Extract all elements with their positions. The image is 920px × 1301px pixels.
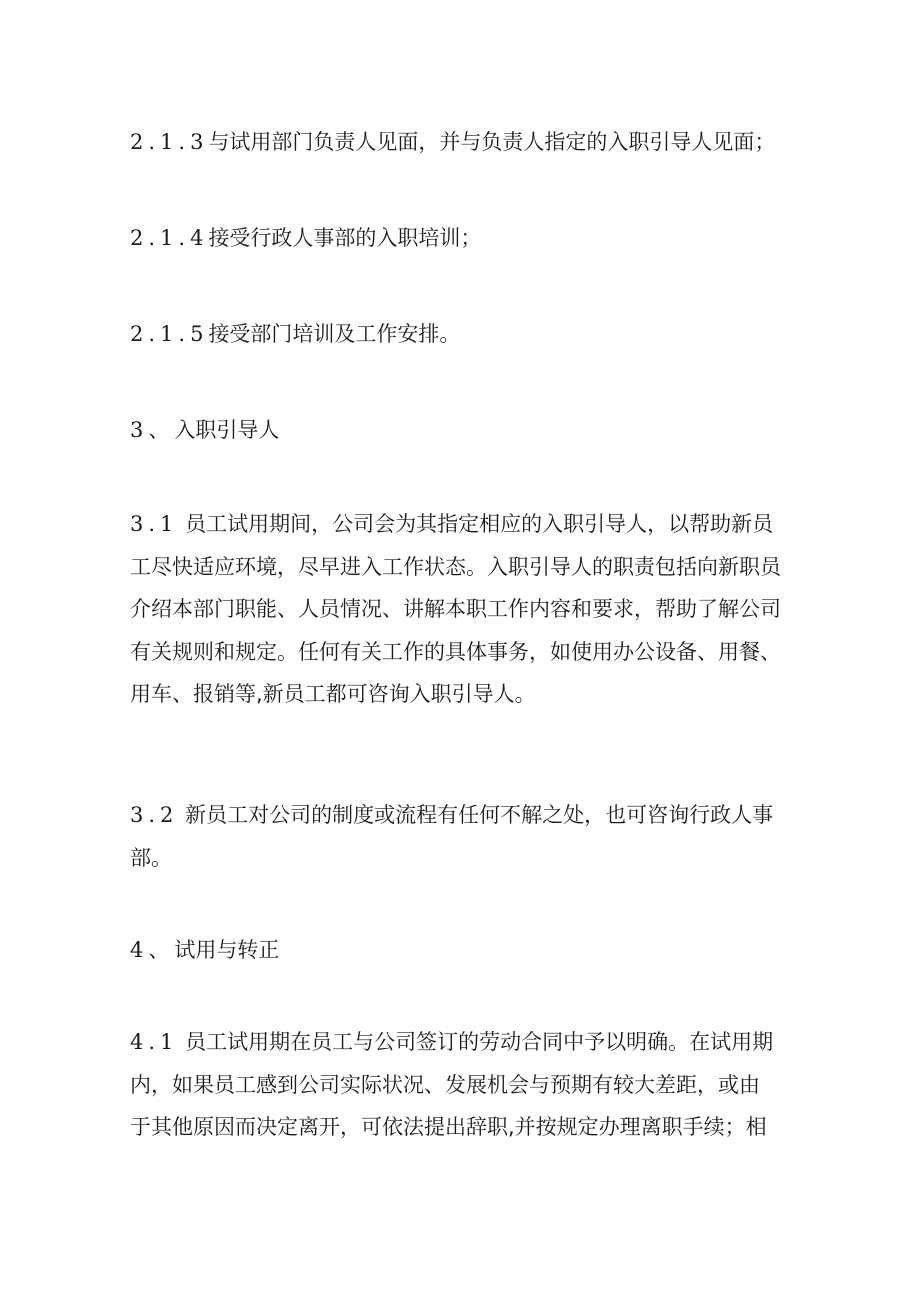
section-number: 3.2 (130, 803, 179, 827)
section-number: 2.1.5 (130, 322, 209, 346)
section-number: 2.1.4 (130, 226, 209, 250)
paragraph-text: 与试用部门负责人见面，并与负责人指定的入职引导人见面； (208, 130, 776, 154)
paragraph-text: 员工试用期间，公司会为其指定相应的入职引导人，以帮助新员 (178, 512, 774, 536)
text-line: 介绍本部门职能、人员情况、讲解本职工作内容和要求，帮助了解公司 (130, 597, 781, 622)
heading-text: 入职引导人 (174, 418, 280, 442)
section-heading-3 (130, 409, 810, 452)
section-number: 3.1 (130, 512, 179, 536)
paragraph-3-2 (130, 794, 810, 879)
text-line (130, 121, 810, 164)
text-line (130, 929, 810, 972)
paragraph-text: 接受部门培训及工作安排。 (208, 322, 461, 346)
paragraph-2-1-4 (130, 217, 810, 260)
text-line (130, 217, 810, 260)
section-number: 4、 (130, 938, 175, 962)
text-line: 内，如果员工感到公司实际状况、发展机会与预期有较大差距，或由 (130, 1072, 760, 1097)
text-line (130, 1021, 810, 1064)
paragraph-text: 员工试用期在员工与公司签订的劳动合同中予以明确。在试用期 (178, 1030, 774, 1054)
text-line (130, 313, 810, 356)
text-line: 工尽快适应环境，尽早进入工作状态。入职引导人的职责包括向新职员 (130, 554, 781, 579)
text-line: 于其他原因而决定离开，可依法提出辞职,并按规定办理离职手续；相 (130, 1115, 767, 1140)
text-line (130, 503, 810, 546)
paragraph-4-1 (130, 1021, 810, 1149)
paragraph-3-1 (130, 503, 810, 716)
text-line (130, 409, 810, 452)
section-number: 4.1 (130, 1030, 179, 1054)
text-line (130, 794, 810, 837)
section-heading-4 (130, 929, 810, 972)
heading-text: 试用与转正 (174, 938, 280, 962)
paragraph-2-1-5 (130, 313, 810, 356)
text-line: 用车、报销等,新员工都可咨询入职引导人。 (130, 682, 536, 707)
text-line: 有关规则和规定。任何有关工作的具体事务，如使用办公设备、用餐、 (130, 639, 781, 664)
paragraph-text: 接受行政人事部的入职培训； (208, 226, 482, 250)
section-number: 3、 (130, 418, 175, 442)
paragraph-text: 新员工对公司的制度或流程有任何不解之处，也可咨询行政人事 (178, 803, 774, 827)
text-line: 部。 (130, 845, 172, 870)
section-number: 2.1.3 (130, 130, 209, 154)
paragraph-2-1-3 (130, 121, 810, 164)
